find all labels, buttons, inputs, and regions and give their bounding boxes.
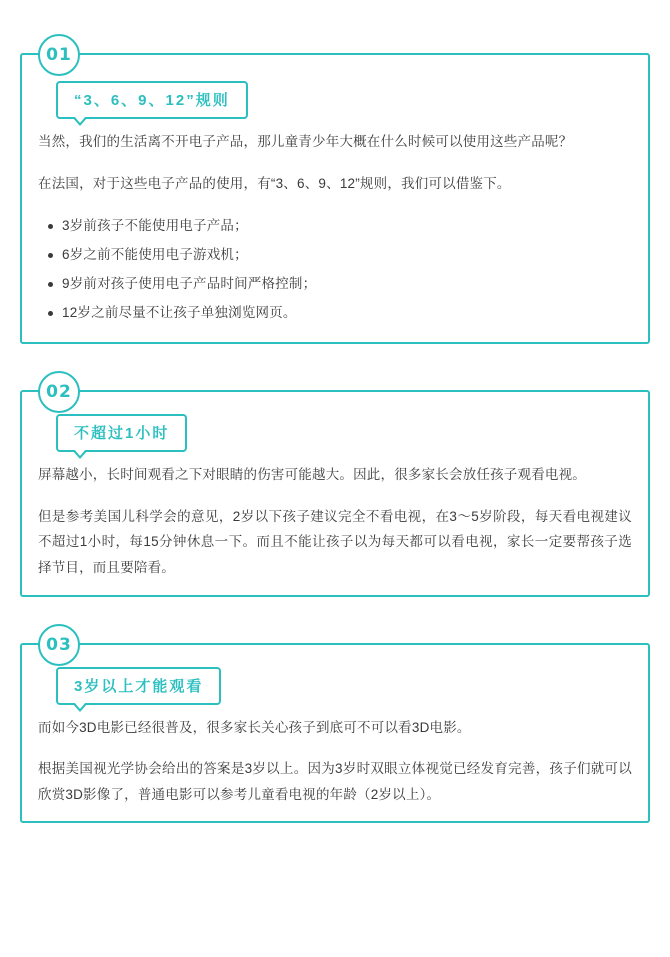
section-title-wrap-03 <box>56 667 221 705</box>
section-badge-01: 01 <box>38 34 80 76</box>
section-badge-03: 03 <box>38 624 80 666</box>
section-box-03 <box>20 643 650 824</box>
paragraph: 根据美国视光学协会给出的答案是3岁以上。因为3岁时双眼立体视觉已经发育完善，孩子们就可以欣赏3D影像了，普通电影可以参考儿童看电视的年龄（2岁以上）。 <box>38 761 632 802</box>
list-item: 12岁之前尽量不让孩子单独浏览网页。 <box>62 299 632 328</box>
list-item: 6岁之前不能使用电子游戏机； <box>62 241 632 270</box>
paragraph: 屏幕越小，长时间观看之下对眼睛的伤害可能越大。因此，很多家长会放任孩子观看电视。 <box>38 466 586 482</box>
paragraph: 在法国，对于这些电子产品的使用，有“3、6、9、12”规则，我们可以借鉴下。 <box>38 175 511 191</box>
bullet-list-01 <box>38 212 632 328</box>
list-item: 9岁前对孩子使用电子产品时间严格控制； <box>62 270 632 299</box>
section-03 <box>20 634 650 824</box>
section-title-wrap-02 <box>56 414 187 452</box>
section-02 <box>20 381 650 597</box>
section-title-02: 不超过1小时 <box>56 414 187 452</box>
section-01 <box>20 45 650 344</box>
list-item: 3岁前孩子不能使用电子产品； <box>62 212 632 241</box>
section-badge-02: 02 <box>38 371 80 413</box>
paragraph: 当然，我们的生活离不开电子产品，那儿童青少年大概在什么时候可以使用这些产品呢？ <box>38 134 573 149</box>
section-title-01: “3、6、9、12”规则 <box>56 81 248 119</box>
section-title-03: 3岁以上才能观看 <box>56 667 221 705</box>
article-page <box>0 45 670 957</box>
paragraph: 而如今3D电影已经很普及，很多家长关心孩子到底可不可以看3D电影。 <box>38 719 471 735</box>
section-box-01 <box>20 53 650 344</box>
paragraph: 但是参考美国儿科学会的意见，2岁以下孩子建议完全不看电视，在3～5岁阶段，每天看电视建议不超过1小时，每15分钟休息一下。而且不能让孩子以为每天都可以看电视，家长一定要帮孩子选择节目，而且要陪看。 <box>38 508 632 575</box>
section-box-02 <box>20 390 650 597</box>
section-title-wrap-01 <box>56 81 248 119</box>
